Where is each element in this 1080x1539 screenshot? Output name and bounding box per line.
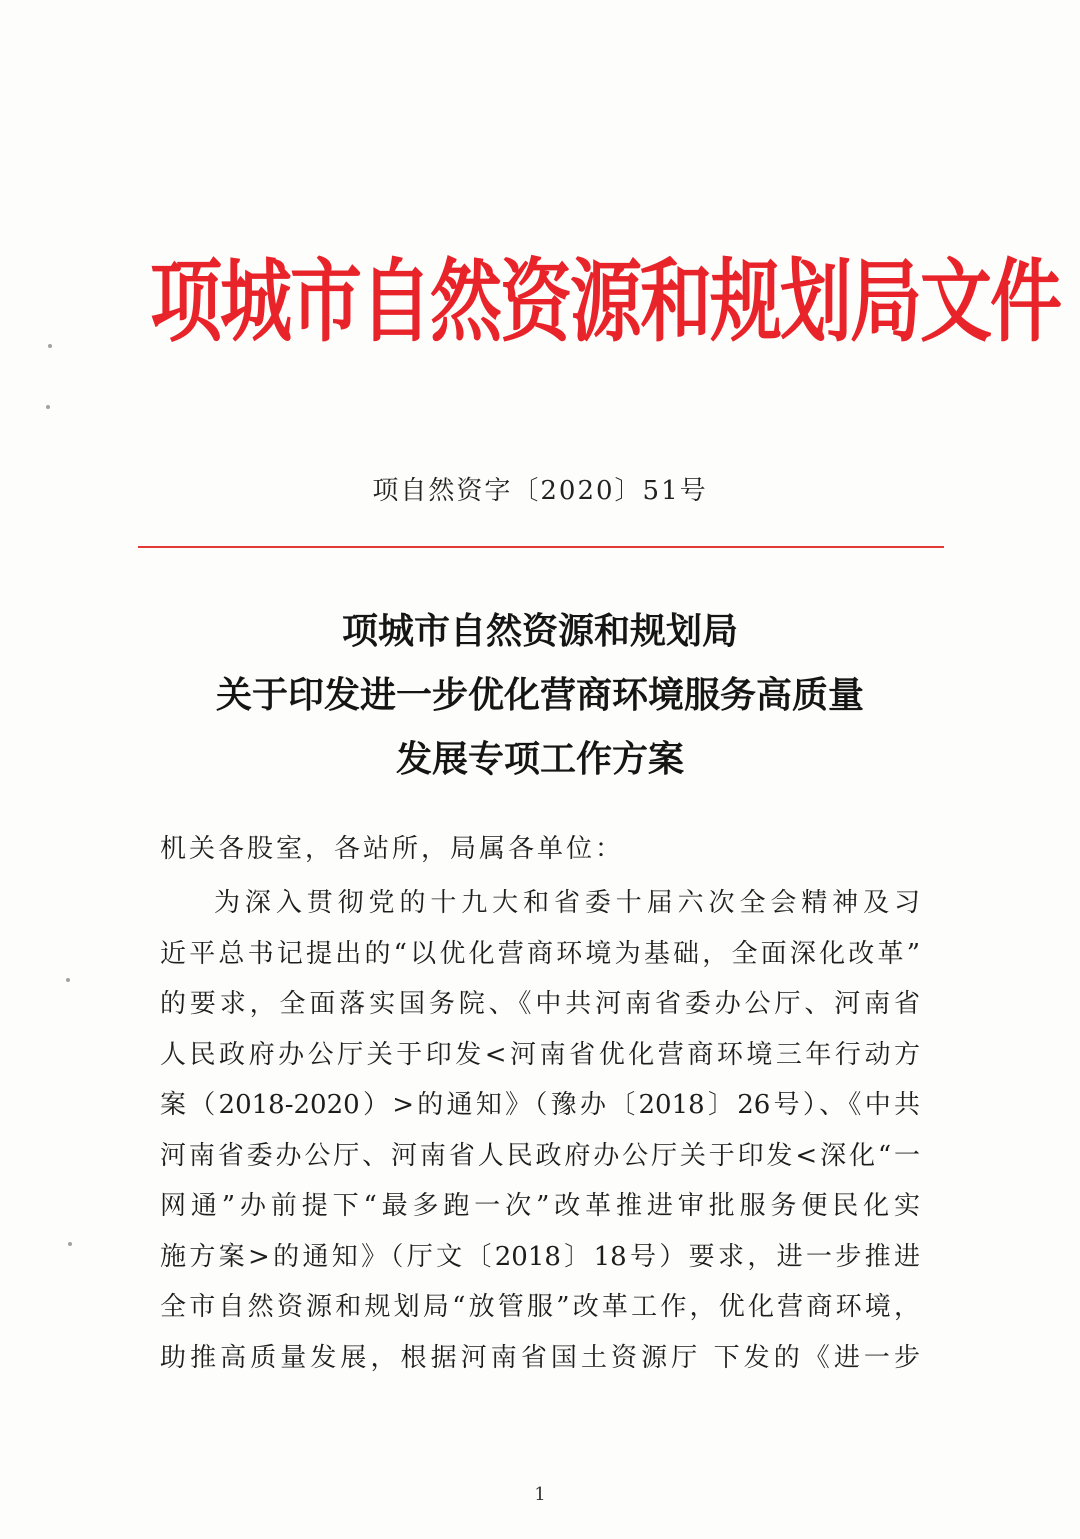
document-number: 项自然资字〔2020〕51号 [372,476,708,506]
body-line: 为深入贯彻党的十九大和省委十届六次全会精神及习 [214,888,920,918]
body-line: 人民政府办公厅关于印发<河南省优化营商环境三年行动方 [160,1039,920,1070]
document-masthead: 项城市自然资源和规划局文件 [150,248,1061,354]
title-line-3: 发展专项工作方案 [395,739,684,780]
body-line: 网通”办前提下“最多跑一次”改革推进审批服务便民化实 [160,1191,920,1221]
body-line: 案（2018-2020）>的通知》（豫办〔2018〕26号）、《中共 [160,1090,920,1120]
body-line: 河南省委办公厅、河南省人民政府办公厅关于印发<深化“一 [160,1140,920,1171]
body-line: 全市自然资源和规划局“放管服”改革工作，优化营商环境， [160,1292,920,1322]
salutation: 机关各股室，各站所，局属各单位： [160,834,625,864]
scan-speck [66,978,70,982]
title-line-1: 项城市自然资源和规划局 [341,611,738,652]
scan-speck [68,1242,72,1246]
body-line: 施方案>的通知》（厅文〔2018〕18号）要求，进一步推进 [160,1241,920,1272]
body-line: 近平总书记提出的“以优化营商环境为基础，全面深化改革” [160,938,920,969]
page-number: 1 [534,1484,546,1505]
body-line: 助推高质量发展，根据河南省国土资源厅 下发的《进一步 [160,1342,920,1373]
scan-speck [46,405,50,409]
title-line-2: 关于印发进一步优化营商环境服务高质量 [215,675,864,716]
scan-speck [48,344,52,348]
document-title [120,600,960,792]
red-divider-rule [138,546,944,548]
body-text [160,878,920,1383]
body-line: 的要求，全面落实国务院、《中共河南省委办公厅、河南省 [160,989,920,1019]
